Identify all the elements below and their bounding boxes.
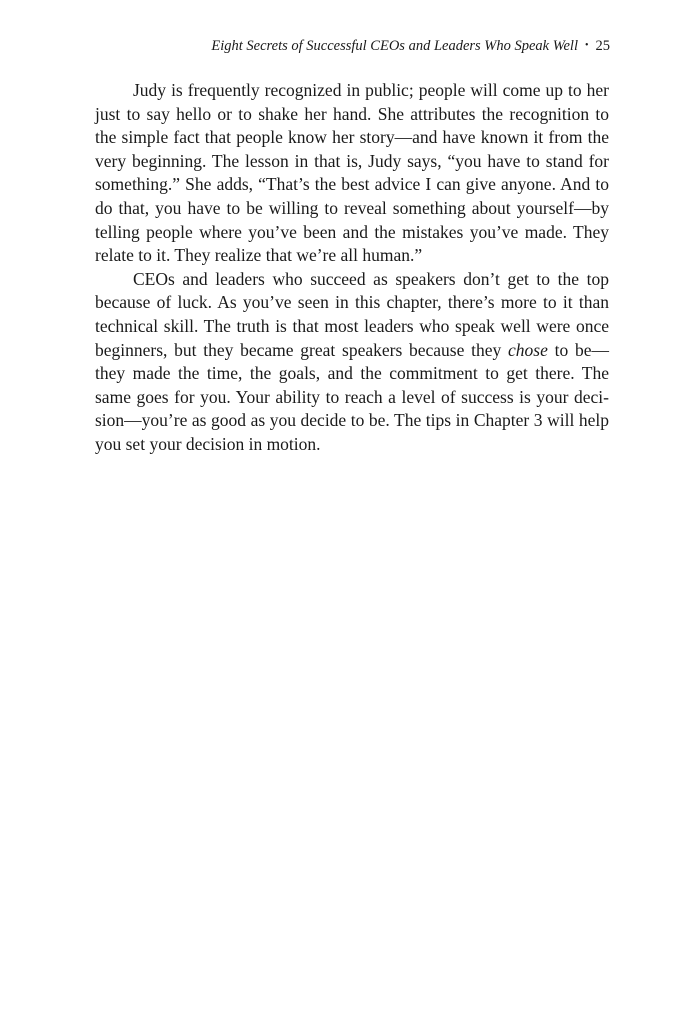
page-number: 25 — [595, 38, 610, 54]
text-line: CEOs and leaders who succeed as speakers don’t get to the top — [133, 268, 609, 289]
body-text — [95, 79, 609, 457]
emphasized-word: chose — [508, 339, 548, 360]
paragraph-2 — [95, 268, 609, 457]
text-line: very beginning. The lesson in that is, Judy says, “you have to stand for — [95, 150, 609, 171]
paragraph-1 — [95, 79, 609, 268]
text-run: beginners, but they became great speakers because they — [95, 339, 509, 360]
text-line: same goes for you. Your ability to reach a level of success is your deci- — [95, 386, 609, 407]
running-header — [211, 38, 610, 55]
text-line: Judy is frequently recognized in public; people will come up to her — [133, 80, 609, 100]
text-line: just to say hello or to shake her hand. She attributes the recognition to — [95, 103, 609, 124]
text-line: do that, you have to be willing to reveal something about yourself—by — [95, 197, 609, 218]
text-line: the simple fact that people know her story—and have known it from the — [95, 127, 609, 148]
text-line: relate to it. They realize that we’re all human.” — [95, 245, 423, 266]
text-line: sion—you’re as good as you decide to be. The tips in Chapter 3 will help — [95, 410, 609, 431]
running-title: Eight Secrets of Successful CEOs and Leaders Who Speak Well — [211, 38, 578, 54]
text-line: telling people where you’ve been and the mistakes you’ve made. They — [95, 221, 609, 242]
text-line: you set your decision in motion. — [95, 433, 321, 454]
text-line-with-emphasis — [95, 339, 609, 363]
text-run: to be— — [547, 339, 609, 360]
header-bullet: • — [584, 40, 589, 51]
text-line: because of luck. As you’ve seen in this chapter, there’s more to it than — [95, 292, 609, 313]
text-line: technical skill. The truth is that most leaders who speak well were once — [95, 315, 609, 336]
text-line: they made the time, the goals, and the commitment to get there. The — [95, 363, 609, 384]
text-line: something.” She adds, “That’s the best advice I can give anyone. And to — [95, 174, 609, 195]
